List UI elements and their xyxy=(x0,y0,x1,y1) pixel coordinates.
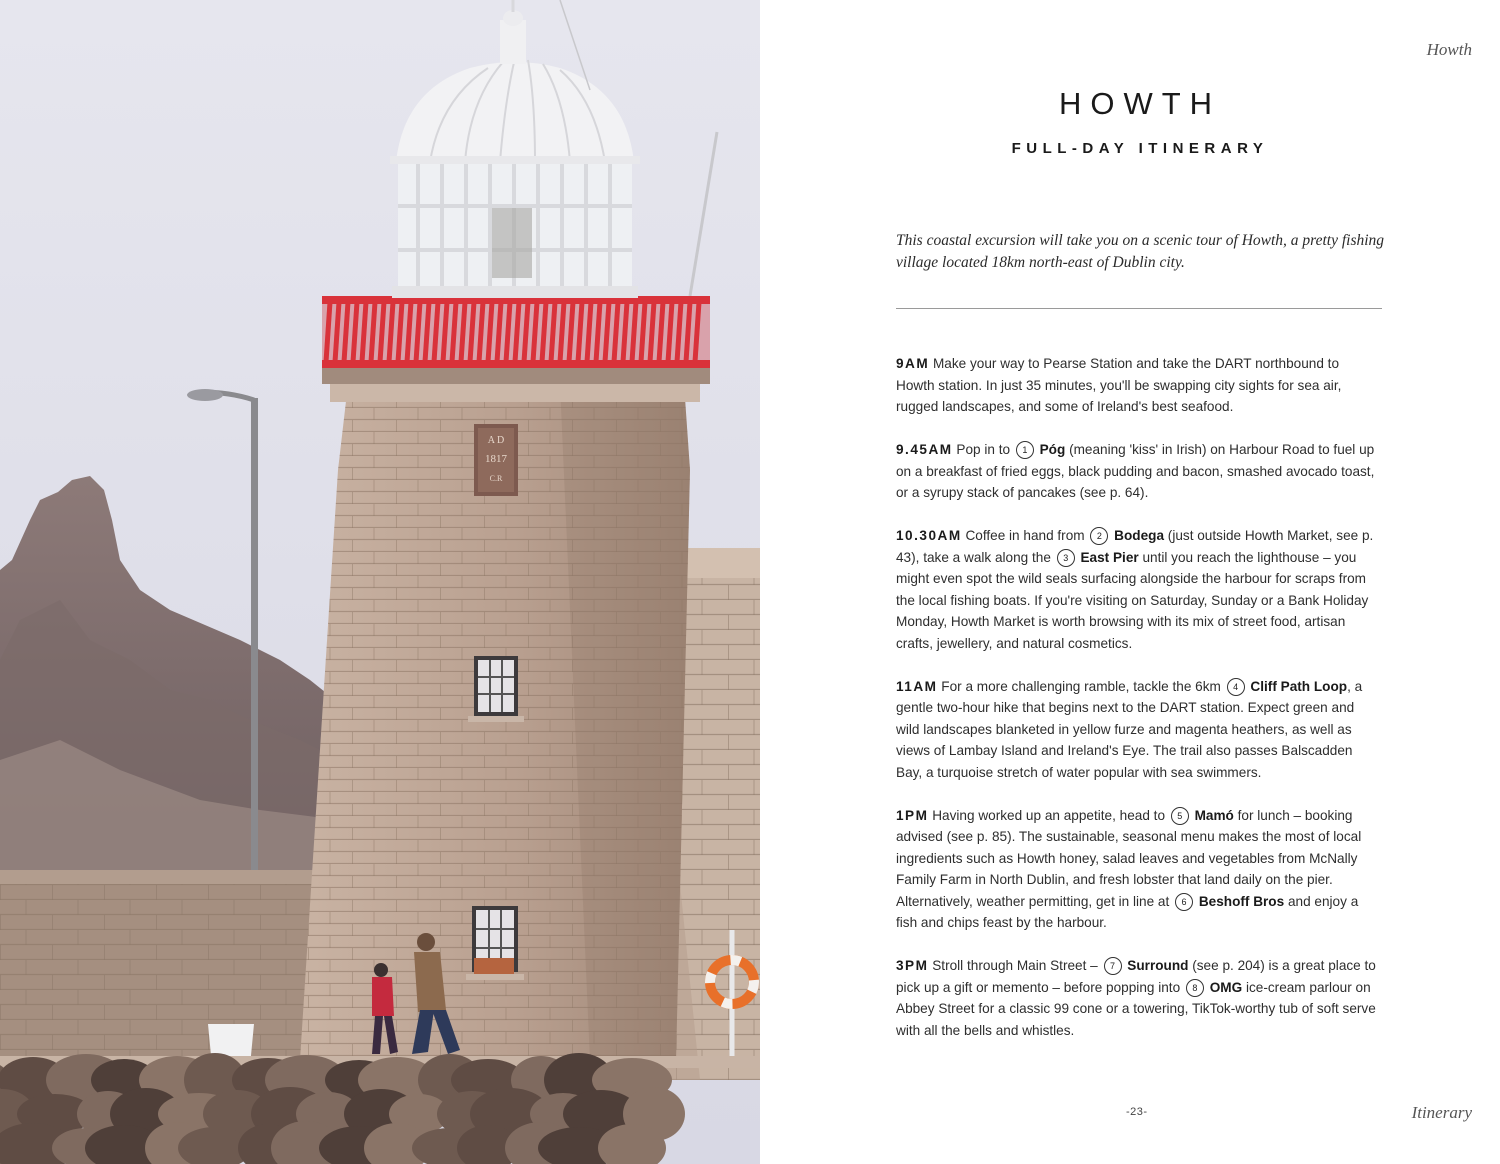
place-name: Mamó xyxy=(1194,807,1234,823)
page-subtitle: FULL-DAY ITINERARY xyxy=(1011,140,1269,157)
entry-text: For a more challenging ramble, tackle the 6km xyxy=(941,678,1225,694)
entry-text: (meaning 'kiss' in Irish) on Harbour Road to fuel up on a breakfast of fried eggs, black pudding and bacon, smashed avocado toast, or a syrupy stack of pancakes (see p. 64). xyxy=(896,442,1375,500)
lamp-post xyxy=(251,398,258,888)
tower-window-lower xyxy=(466,906,524,980)
entry-text: (just outside Howth Market, see p. 43), take a walk along the xyxy=(896,528,1374,565)
svg-text:1817: 1817 xyxy=(485,453,507,465)
entry-time: 9AM xyxy=(896,356,930,371)
place-name: Beshoff Bros xyxy=(1198,893,1285,909)
entry-text: Having worked up an appetite, head to xyxy=(932,807,1169,823)
itinerary-page xyxy=(760,0,1500,1164)
itinerary-list xyxy=(896,353,1378,1063)
entry-text: Coffee in hand from xyxy=(965,528,1089,543)
place-name: Surround xyxy=(1127,958,1189,973)
place-name: Bodega xyxy=(1114,528,1165,543)
itinerary-entry xyxy=(896,955,1378,1041)
map-marker-number: 1 xyxy=(1016,441,1034,459)
entry-text: Stroll through Main Street – xyxy=(932,958,1102,973)
place-name: OMG xyxy=(1209,979,1243,995)
map-marker-number: 7 xyxy=(1104,957,1122,975)
map-marker-number: 8 xyxy=(1186,979,1204,997)
itinerary-entry xyxy=(896,353,1378,418)
entry-time: 11AM xyxy=(896,678,938,694)
date-plaque xyxy=(474,424,518,496)
entry-time: 3PM xyxy=(896,958,929,973)
entry-text: until you reach the lighthouse – you might even spot the wild seals surfacing alongside the harbour for scraps from the local fishing boats. If you're visiting on Saturday, Sunday or a Bank Holiday Monday, Howth Market is worth browsing with its mix of street food, artisan crafts, jewellery, and natural cosmetics. xyxy=(896,549,1369,651)
itinerary-entry xyxy=(896,676,1378,784)
itinerary-entry xyxy=(896,525,1378,654)
itinerary-entry xyxy=(896,805,1378,934)
entry-text: Pop in to xyxy=(956,442,1014,457)
foreground-rocks xyxy=(0,1053,685,1164)
entry-time: 1PM xyxy=(896,807,929,823)
map-marker-number: 5 xyxy=(1171,807,1189,825)
map-marker-number: 4 xyxy=(1227,678,1245,696)
entry-text: (see p. 204) is a great place to pick up a gift or memento – before popping into xyxy=(896,958,1376,995)
entry-text: , a gentle two-hour hike that begins next to the DART station. Expect green and wild landscapes blanketed in yellow furze and magenta heathers, as well as views of Lambay Island and Ireland's Eye. The trail also passes Balscadden Bay, a turquoise stretch of water popular with sea swimmers. xyxy=(896,678,1363,780)
entry-text: for lunch – booking advised (see p. 85). The sustainable, seasonal menu makes the most of local ingredients such as Howth honey, salad leaves and vegetables from McNally Family Farm in North Dublin, and fresh lobster that land daily on the pier. Alternatively, weather permitting, get in line at xyxy=(896,807,1362,909)
map-marker-number: 3 xyxy=(1057,549,1075,567)
running-foot: Itinerary xyxy=(1411,1103,1472,1122)
entry-time: 9.45AM xyxy=(896,442,953,457)
tower-window-upper xyxy=(468,656,524,722)
svg-text:A D: A D xyxy=(487,435,505,446)
map-marker-number: 2 xyxy=(1090,527,1108,545)
map-marker-number: 6 xyxy=(1175,893,1193,911)
running-head: Howth xyxy=(1426,40,1472,59)
place-name: Cliff Path Loop xyxy=(1250,678,1348,694)
intro-paragraph: This coastal excursion will take you on a scenic tour of Howth, a pretty fishing village located 18km north-east of Dublin city. xyxy=(896,232,1385,271)
divider xyxy=(896,308,1382,309)
entry-text: Make your way to Pearse Station and take the DART northbound to Howth station. In just 35 minutes, you'll be swapping city sights for sea air, rugged landscapes, and some of Ireland's best seafood. xyxy=(896,356,1342,414)
page-title: HOWTH xyxy=(1058,86,1222,121)
itinerary-entry xyxy=(896,439,1378,504)
svg-text:C.R: C.R xyxy=(489,474,503,483)
page-number: -23- xyxy=(1126,1106,1148,1118)
entry-text: and enjoy a fish and chips feast by the harbour. xyxy=(896,893,1359,930)
entry-time: 10.30AM xyxy=(896,528,962,543)
place-name: Póg xyxy=(1039,442,1066,457)
place-name: East Pier xyxy=(1080,549,1139,565)
entry-text: ice-cream parlour on Abbey Street for a classic 99 cone or a towering, TikTok-worthy tub of soft serve with all the bells and whistles. xyxy=(896,979,1376,1038)
